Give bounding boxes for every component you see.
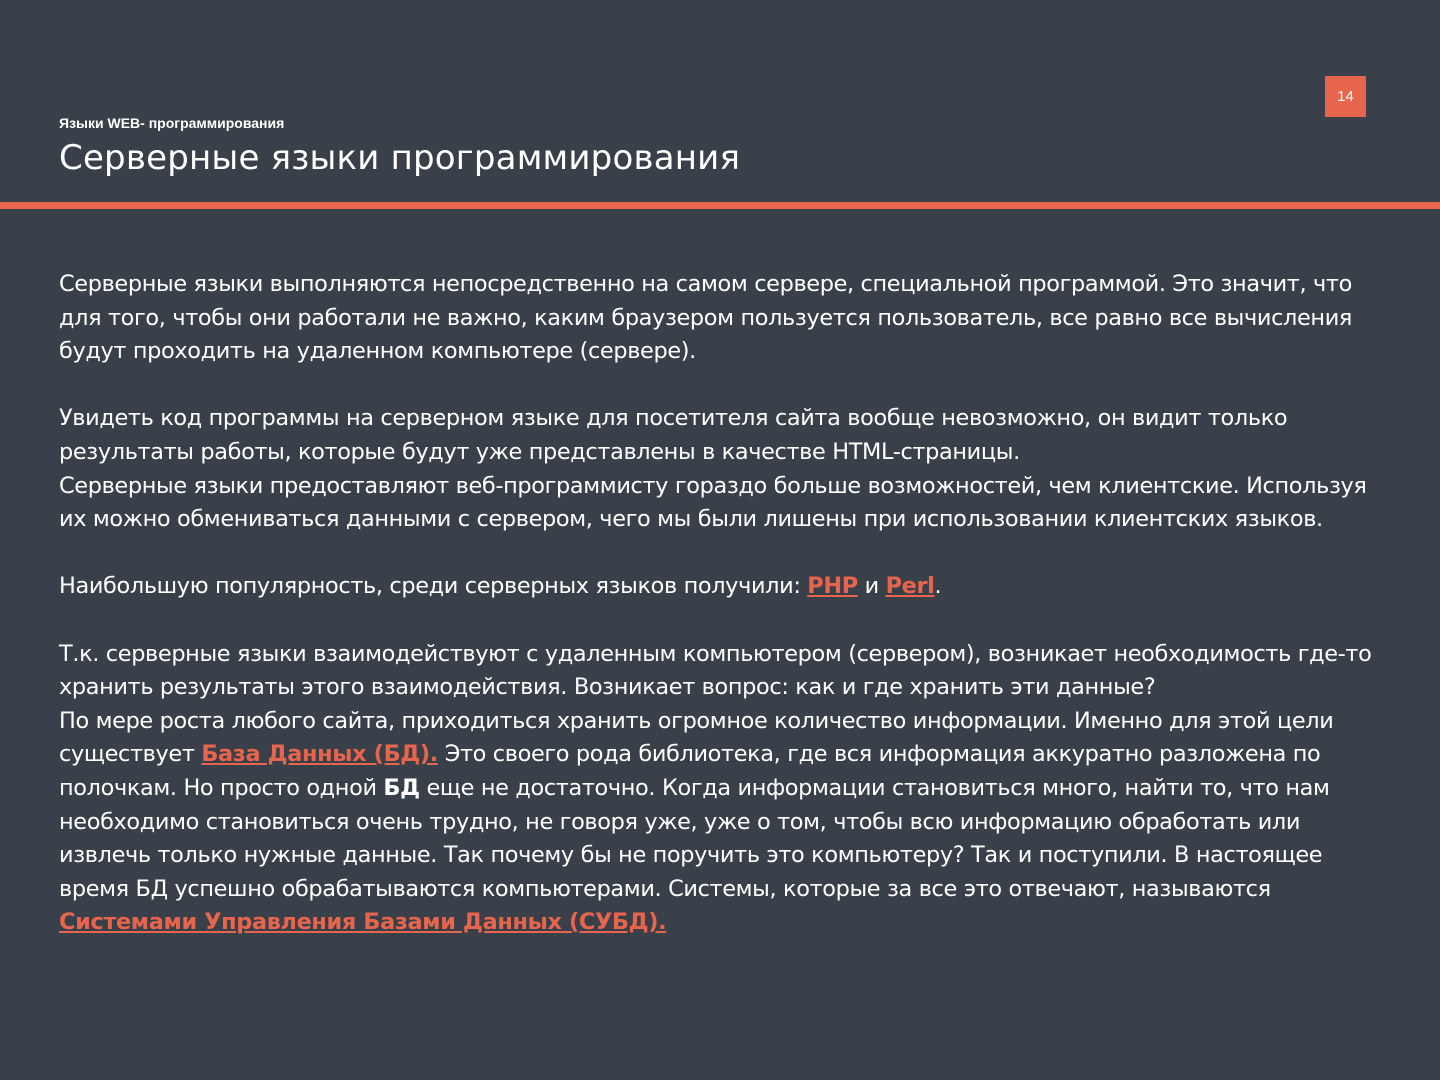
title-divider bbox=[0, 202, 1440, 209]
dbms-link[interactable]: Системами Управления Базами Данных (СУБД). bbox=[59, 909, 667, 936]
paragraph-storage-question: Т.к. серверные языки взаимодействуют с удаленным компьютером (сервером), возникает необходимость где-то хранить результаты этого взаимодействия. Возникает вопрос: как и где хранить эти данные? bbox=[59, 640, 1372, 701]
database-mid1: Это своего рода библиотека, где вся информация аккуратно разложена по полочкам. Но просто одной bbox=[59, 741, 1321, 801]
database-bold: БД bbox=[383, 774, 420, 801]
database-prefix: По мере роста любого сайта, приходиться хранить огромное количество информации. Именно для этой цели существует bbox=[59, 707, 1334, 768]
paragraph-popular-languages bbox=[59, 570, 1379, 604]
paragraph-code-visibility: Увидеть код программы на серверном языке для посетителя сайта вообще невозможно, он видит только результаты работы, которые будут уже представлены в качестве HTML-страницы. bbox=[59, 405, 1288, 465]
and-text: и bbox=[857, 573, 886, 600]
page-number-badge: 14 bbox=[1325, 76, 1366, 117]
slide-title: Серверные языки программирования bbox=[59, 138, 741, 178]
php-link[interactable]: PHP bbox=[807, 573, 858, 600]
paragraph-capabilities: Серверные языки предоставляют веб-программисту гораздо больше возможностей, чем клиентские. Используя их можно обмениваться данными с сервером, чего мы были лишены при использовании клиентских языков. bbox=[59, 472, 1367, 533]
slide-body bbox=[59, 268, 1379, 940]
database-link[interactable]: База Данных (БД). bbox=[201, 741, 438, 768]
popular-prefix: Наибольшую популярность, среди серверных языков получили: bbox=[59, 573, 808, 600]
database-mid2: еще не достаточно. Когда информации становиться много, найти то, что нам необходимо становиться очень трудно, не говоря уже, уже о том, чтобы всю информацию обработать или извлечь только нужные данные. Так почему бы не поручить это компьютеру? Так и поступили. В настоящее время БД успешно обрабатываются компьютерами. Системы, которые за все это отвечают, называются bbox=[59, 774, 1330, 902]
perl-link[interactable]: Perl bbox=[885, 573, 935, 600]
paragraph-database bbox=[59, 705, 1379, 940]
section-label: Языки WEB- программирования bbox=[59, 115, 285, 131]
popular-suffix: . bbox=[934, 573, 942, 600]
paragraph-intro: Серверные языки выполняются непосредственно на самом сервере, специальной программой. Это значит, что для того, чтобы они работали не важно, каким браузером пользуется пользователь, все равно все вычисления будут проходить на удаленном компьютере (сервере). bbox=[59, 271, 1353, 365]
